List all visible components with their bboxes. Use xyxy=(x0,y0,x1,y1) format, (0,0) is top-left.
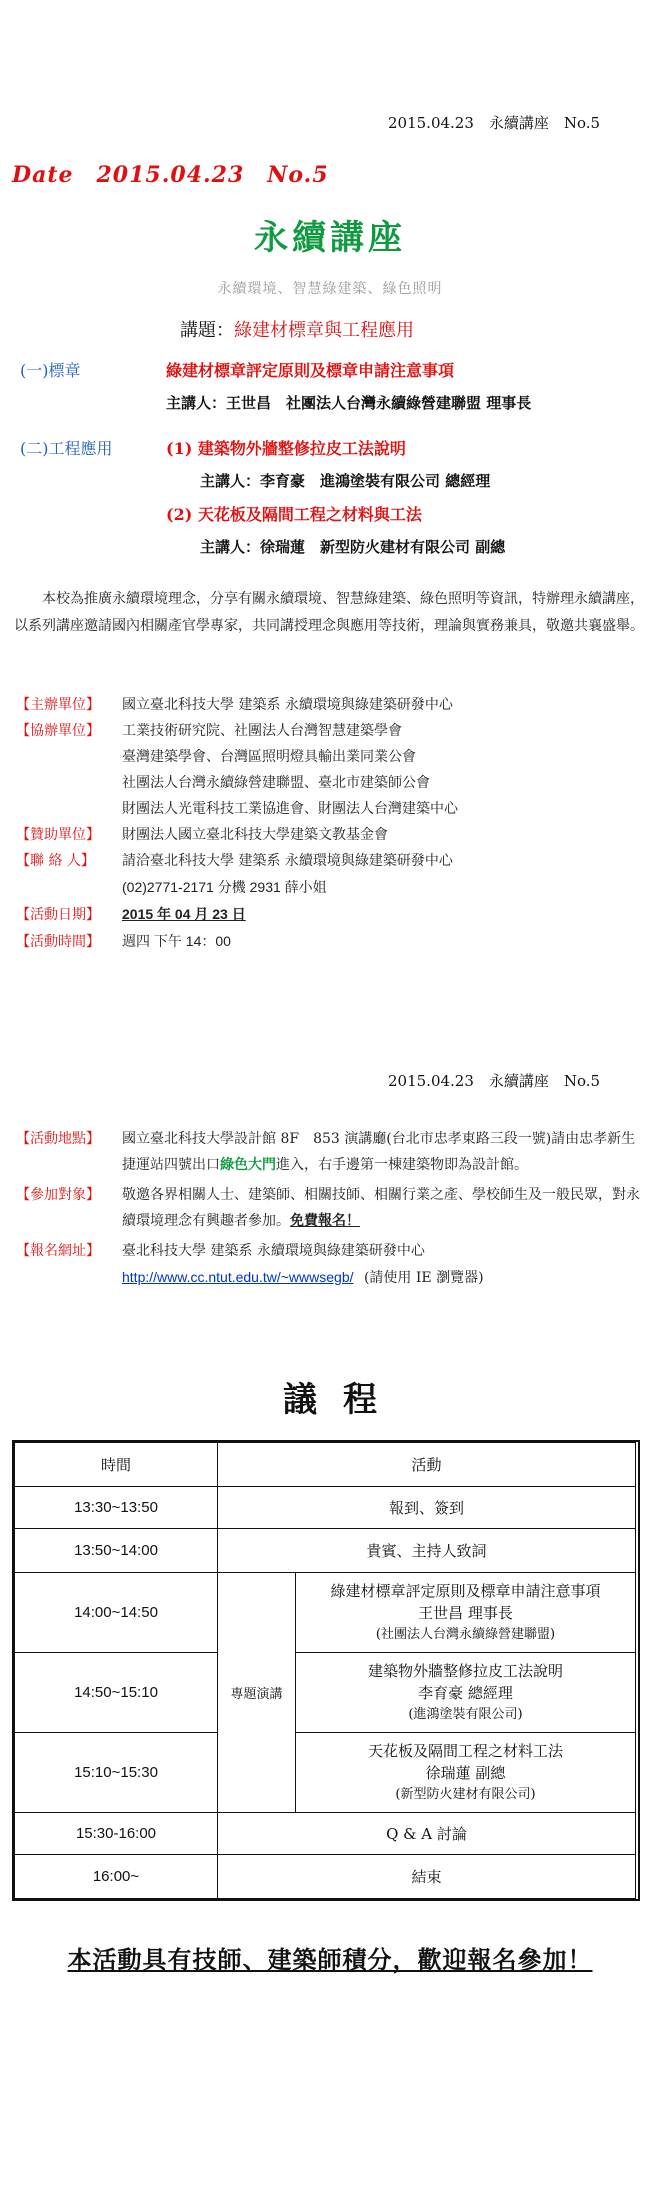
topic-label: 講題： xyxy=(180,320,234,341)
event-date-value: 2015 年 04 月 23 日 xyxy=(122,906,246,922)
agenda-table-frame xyxy=(12,1440,640,1901)
table-row xyxy=(15,1855,636,1899)
sponsor-label: 【贊助單位】 xyxy=(16,827,100,843)
co-organizer-3: 社團法人台灣永續綠營建聯盟、臺北市建築師公會 xyxy=(122,775,430,791)
time-cell: 13:30~13:50 xyxy=(15,1487,218,1529)
agenda-table xyxy=(14,1442,636,1899)
section-1-speaker: 主講人：王世昌 社團法人台灣永續綠營建聯盟 理事長 xyxy=(166,394,532,412)
co-organizer-4: 財團法人光電科技工業協進會、財團法人台灣建築中心 xyxy=(122,801,458,817)
section-2-speaker-1: 主講人：李育豪 進鴻塗裝有限公司 總經理 xyxy=(200,472,491,490)
talk-title: 建築物外牆整修拉皮工法說明 xyxy=(367,1661,563,1680)
co-organizer-1: 工業技術研究院、社團法人台灣智慧建築學會 xyxy=(122,723,402,739)
talk-org: (新型防火建材有限公司) xyxy=(395,1786,536,1802)
intro-paragraph: 本校為推廣永續環境理念，分享有關永續環境、智慧綠建築、綠色照明等資訊，特辦理永續講座，以系列講座邀請國內相關產官學專家，共同講授理念與應用等技術，理論與實務兼具，敬邀共襄盛舉。 xyxy=(14,591,644,634)
time-cell: 16:00~ xyxy=(15,1855,218,1899)
host-label: 【主辦單位】 xyxy=(16,697,100,713)
page-2-header: 2015.04.23 永續講座 No.5 xyxy=(388,1072,601,1090)
host-value: 國立臺北科技大學 建築系 永續環境與綠建築研發中心 xyxy=(122,697,453,713)
table-row xyxy=(15,1733,636,1813)
section-2-talk-1: (1) 建築物外牆整修拉皮工法說明 xyxy=(166,439,406,458)
info-block xyxy=(16,692,646,955)
signup-org: 臺北科技大學 建築系 永續環境與綠建築研發中心 xyxy=(122,1243,425,1259)
target-text: 敬邀各界相關人士、建築師、相關技師、相關行業之產、學校師生及一般民眾，對永續環境理念有興趣者參加。 xyxy=(122,1187,640,1229)
contact-value-1: 請洽臺北科技大學 建築系 永續環境與綠建築研發中心 xyxy=(122,853,453,869)
co-organizer-2: 臺灣建築學會、台灣區照明燈具輸出業同業公會 xyxy=(122,749,416,765)
topic-line xyxy=(180,316,414,342)
co-organizer-label: 【協辦單位】 xyxy=(16,723,100,739)
target-label: 【參加對象】 xyxy=(16,1187,100,1203)
activity-cell: 結束 xyxy=(218,1855,636,1899)
header-time: 時間 xyxy=(15,1443,218,1487)
talk-title: 天花板及隔間工程之材料工法 xyxy=(367,1741,563,1760)
signup-note: (請使用 IE 瀏覽器) xyxy=(363,1270,484,1286)
time-cell: 13:50~14:00 xyxy=(15,1529,218,1573)
talk-org: (進鴻塗裝有限公司) xyxy=(408,1706,523,1722)
venue-text: 國立臺北科技大學設計館 8F 853 演講廳(台北市忠孝東路三段一號)請由忠孝新生捷運站四號出口 xyxy=(122,1131,636,1173)
talk-speaker: 李育豪 總經理 xyxy=(418,1683,513,1702)
table-row xyxy=(15,1653,636,1733)
contact-value-2: (02)2771-2171 分機 2931 薛小姐 xyxy=(122,879,327,895)
section-1-label: (一)標章 xyxy=(20,361,81,380)
contact-label: 【聯 絡 人】 xyxy=(16,853,95,869)
sponsor-value: 財團法人國立臺北科技大學建築文教基金會 xyxy=(122,827,388,843)
talk-speaker: 徐瑞蓮 副總 xyxy=(425,1763,506,1782)
signup-label: 【報名網址】 xyxy=(16,1243,100,1259)
table-row xyxy=(15,1813,636,1855)
info-block-2 xyxy=(16,1126,646,1291)
time-cell: 15:30-16:00 xyxy=(15,1813,218,1855)
session-label-cell: 專題演講 xyxy=(218,1573,296,1813)
talk-cell xyxy=(296,1733,636,1813)
section-2-speaker-2: 主講人：徐瑞蓮 新型防火建材有限公司 副總 xyxy=(200,538,506,556)
talk-cell xyxy=(296,1653,636,1733)
table-row xyxy=(15,1573,636,1653)
venue-label: 【活動地點】 xyxy=(16,1131,100,1147)
time-cell: 15:10~15:30 xyxy=(15,1733,218,1813)
signup-link[interactable]: http://www.cc.ntut.edu.tw/~wwwsegb/ xyxy=(122,1269,354,1285)
page-title: 永續講座 xyxy=(254,218,406,258)
activity-cell: 貴賓、主持人致詞 xyxy=(218,1529,636,1573)
section-2-label: (二)工程應用 xyxy=(20,439,113,458)
target-value xyxy=(122,1182,646,1234)
credit-notice: 本活動具有技師、建築師積分，歡迎報名參加！ xyxy=(67,1945,593,1974)
time-cell: 14:50~15:10 xyxy=(15,1653,218,1733)
activity-cell: 報到、簽到 xyxy=(218,1487,636,1529)
event-date-label: 【活動日期】 xyxy=(16,907,100,923)
table-row xyxy=(15,1443,636,1487)
venue-green-gate: 綠色大門 xyxy=(220,1157,276,1173)
talk-org: (社團法人台灣永續綠營建聯盟) xyxy=(375,1626,556,1642)
section-1-talk: 綠建材標章評定原則及標章申請注意事項 xyxy=(166,361,455,380)
talk-cell xyxy=(296,1573,636,1653)
talk-speaker: 王世昌 理事長 xyxy=(418,1603,513,1622)
table-row xyxy=(15,1529,636,1573)
date-banner: Date 2015.04.23 No.5 xyxy=(12,162,329,188)
event-time-label: 【活動時間】 xyxy=(16,934,100,950)
free-signup: 免費報名！ xyxy=(290,1213,360,1229)
venue-value xyxy=(122,1126,646,1178)
page-subtitle: 永續環境、智慧綠建築、綠色照明 xyxy=(217,281,443,297)
activity-cell: Q & A 討論 xyxy=(218,1813,636,1855)
time-cell: 14:00~14:50 xyxy=(15,1573,218,1653)
venue-text-post: 進入，右手邊第一棟建築物即為設計館。 xyxy=(276,1157,528,1173)
topic-text: 綠建材標章與工程應用 xyxy=(234,320,414,341)
table-row xyxy=(15,1487,636,1529)
talk-title: 綠建材標章評定原則及標章申請注意事項 xyxy=(330,1581,601,1600)
event-time-value: 週四 下午 14：00 xyxy=(122,933,231,949)
page-header: 2015.04.23 永續講座 No.5 xyxy=(388,114,601,132)
section-2-talk-2: (2) 天花板及隔間工程之材料與工法 xyxy=(166,505,422,524)
agenda-title: 議程 xyxy=(283,1380,403,1420)
header-activity: 活動 xyxy=(218,1443,636,1487)
